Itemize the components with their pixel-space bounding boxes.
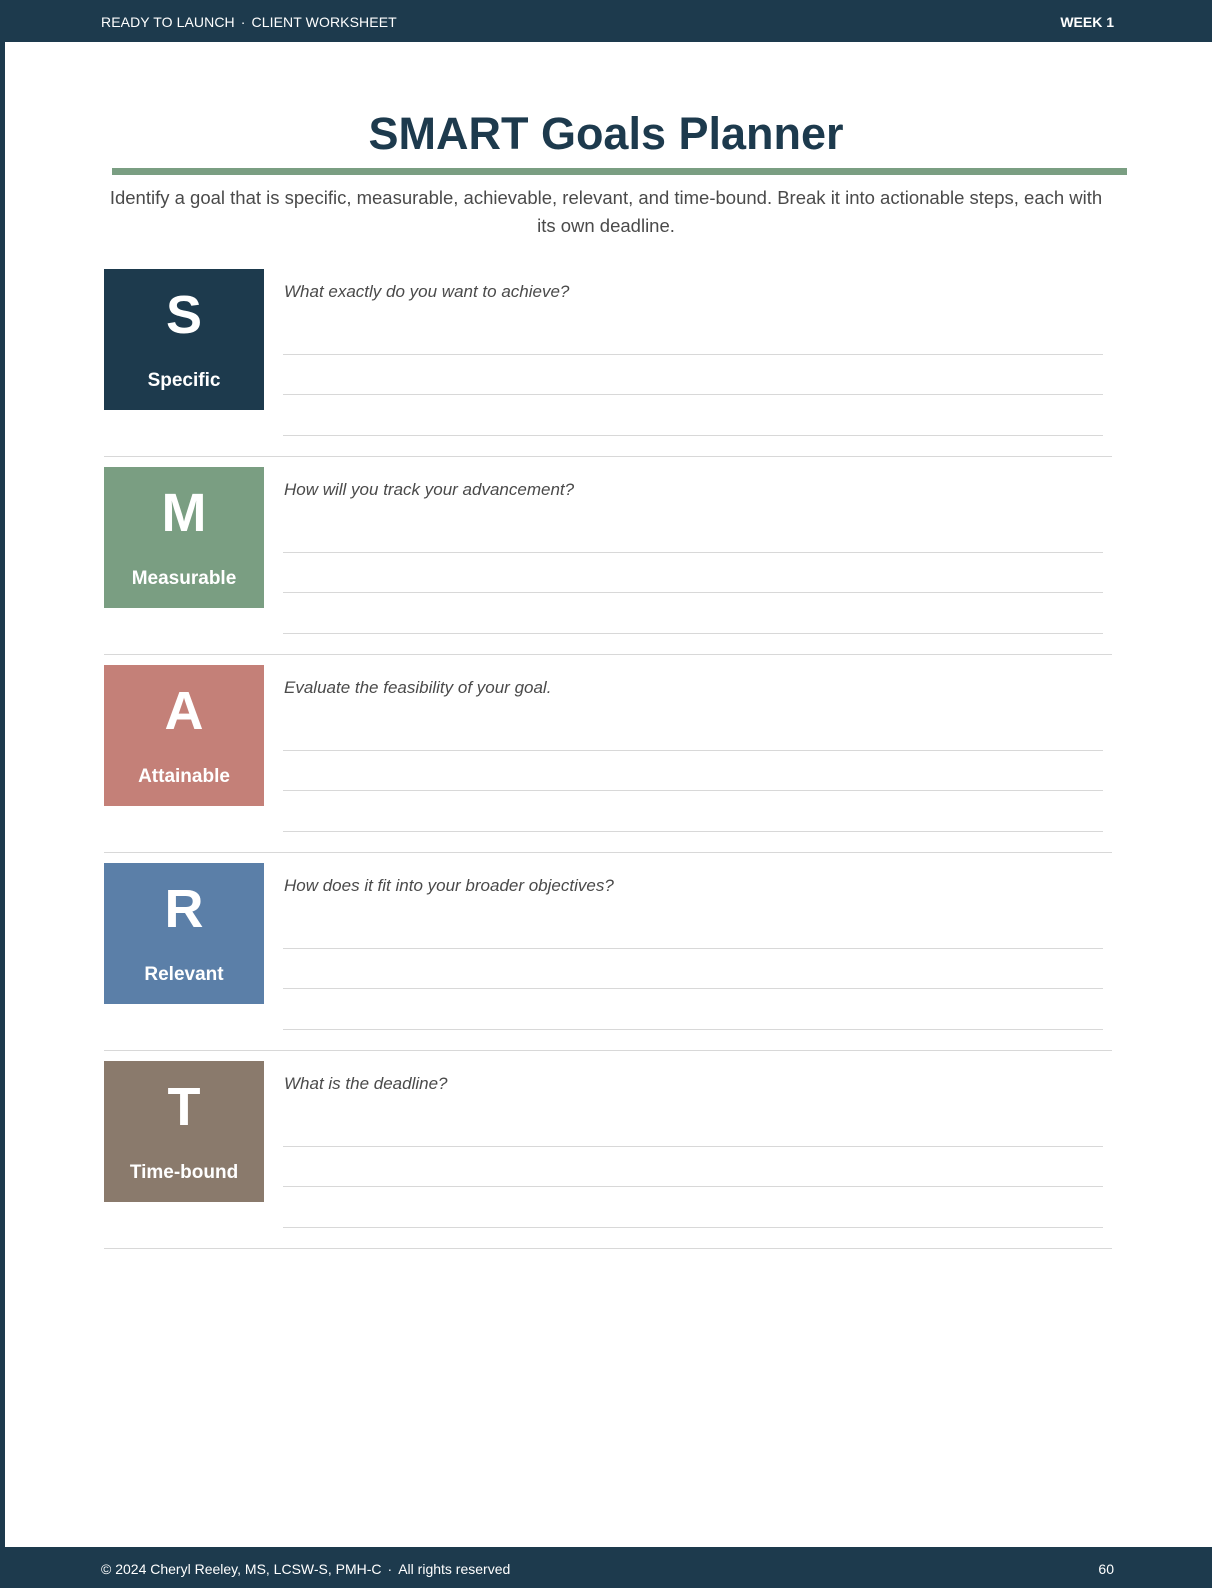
- section-prompt: What is the deadline?: [284, 1074, 448, 1093]
- section-measurable: [104, 467, 1112, 665]
- writing-line[interactable]: [283, 1146, 1103, 1147]
- section-time-bound: [104, 1061, 1112, 1259]
- writing-line[interactable]: [283, 1227, 1103, 1228]
- footer-copyright: © 2024 Cheryl Reeley, MS, LCSW-S, PMH-C: [101, 1561, 382, 1577]
- letter-box-measurable: [104, 467, 264, 608]
- section-word: Attainable: [138, 766, 230, 787]
- letter-box-attainable: [104, 665, 264, 806]
- footer-separator: ·: [387, 1561, 393, 1577]
- letter-box-time-bound: [104, 1061, 264, 1202]
- writing-line[interactable]: [283, 750, 1103, 751]
- writing-line[interactable]: [283, 1029, 1103, 1030]
- writing-line[interactable]: [283, 633, 1103, 634]
- letter-box-specific: [104, 269, 264, 410]
- writing-line[interactable]: [283, 552, 1103, 553]
- header-separator: ·: [240, 14, 246, 30]
- section-prompt: Evaluate the feasibility of your goal.: [284, 678, 552, 697]
- section-word: Measurable: [131, 568, 237, 589]
- writing-line[interactable]: [283, 790, 1103, 791]
- writing-line[interactable]: [283, 1186, 1103, 1187]
- writing-line[interactable]: [283, 394, 1103, 395]
- header-worksheet-type: CLIENT WORKSHEET: [251, 14, 397, 30]
- header-week: WEEK 1: [1060, 14, 1114, 30]
- page-header: [0, 0, 1212, 42]
- smart-sections: [104, 269, 1112, 1259]
- writing-line[interactable]: [283, 354, 1103, 355]
- header-program: READY TO LAUNCH: [101, 14, 235, 30]
- writing-line[interactable]: [283, 831, 1103, 832]
- section-attainable: [104, 665, 1112, 863]
- footer-left: [101, 1561, 510, 1577]
- section-word: Specific: [147, 370, 221, 391]
- writing-line[interactable]: [283, 435, 1103, 436]
- page-footer: [0, 1547, 1212, 1588]
- section-letter: M: [161, 483, 207, 543]
- section-prompt: What exactly do you want to achieve?: [284, 282, 570, 301]
- footer-rights: All rights reserved: [398, 1561, 511, 1577]
- page-title: SMART Goals Planner: [368, 108, 844, 159]
- section-letter: S: [165, 285, 203, 345]
- section-letter: R: [164, 879, 204, 939]
- section-relevant: [104, 863, 1112, 1061]
- page-number: 60: [1098, 1561, 1114, 1577]
- title-underline: [112, 168, 1127, 175]
- left-edge-bar: [0, 0, 5, 1588]
- section-prompt: How does it fit into your broader objectives?: [284, 876, 614, 895]
- writing-line[interactable]: [283, 948, 1103, 949]
- writing-line[interactable]: [283, 592, 1103, 593]
- writing-line[interactable]: [283, 988, 1103, 989]
- section-prompt: How will you track your advancement?: [284, 480, 575, 499]
- header-left: [101, 14, 397, 30]
- section-specific: [104, 269, 1112, 467]
- intro-text: Identify a goal that is specific, measurable, achievable, relevant, and time-bound. Break it into actionable steps, each with its own deadline.: [109, 187, 1103, 236]
- section-letter: T: [167, 1077, 201, 1137]
- letter-box-relevant: [104, 863, 264, 1004]
- section-letter: A: [164, 681, 204, 741]
- section-word: Relevant: [144, 964, 224, 985]
- section-word: Time-bound: [129, 1162, 239, 1183]
